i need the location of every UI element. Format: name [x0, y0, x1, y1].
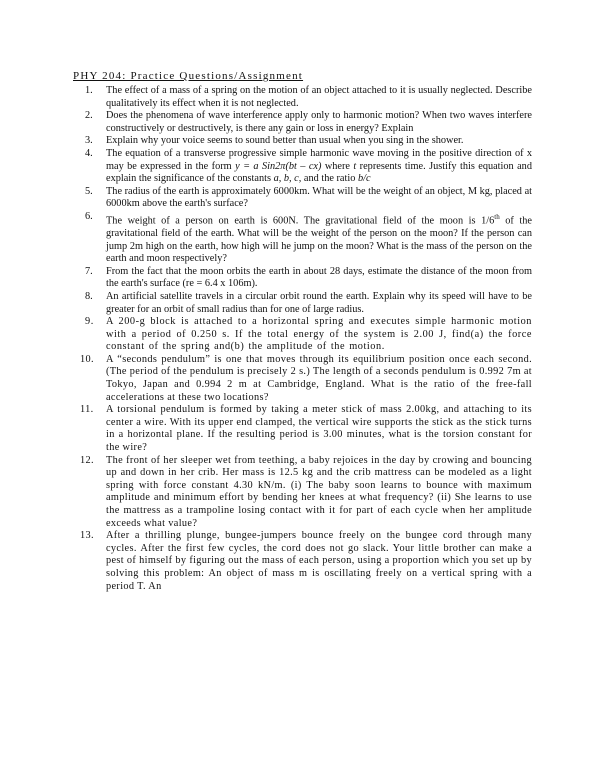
question-number: 13.: [80, 530, 94, 542]
question-text: The front of her sleeper wet from teething, a baby rejoices in the day by crowing and bouncing up and down in her crib. Her mass is 12.5 kg and the crib mattress can be modeled as a light spring with force constant 4.30 kN/m. (i) The baby soon learns to bounce with maximum amplitude and minimum effort by bending her knees at what frequency? (ii) She learns to use the mattress as a trampoline losing contact with it for part of each cycle when her amplitude exceeds what value?: [106, 454, 532, 529]
question-text: The effect of a mass of a spring on the motion of an object attached to it is usually neglected. Describe qualitatively its effect when it is not neglected.: [106, 85, 532, 109]
list-item: [73, 135, 532, 148]
question-number: 11.: [80, 404, 94, 416]
list-item: [73, 404, 532, 454]
question-number: 4.: [85, 147, 93, 159]
question-number: 8.: [85, 290, 93, 302]
question-text: The weight of a person on earth is 600N. The gravitational field of the moon is 1/6: [106, 215, 495, 227]
question-number: 7.: [85, 265, 93, 277]
question-number: 12.: [80, 454, 94, 466]
ratio-term: b/c: [357, 173, 371, 185]
list-item: [73, 266, 532, 291]
question-text: An artificial satellite travels in a circular orbit round the earth. Explain why its speed will have to be greater for an orbit of small radius than for one of large radius.: [106, 290, 532, 315]
list-item: [73, 530, 532, 593]
list-item: [73, 110, 532, 135]
list-item: [73, 291, 532, 316]
question-number: 9.: [85, 316, 94, 328]
question-text: After a thrilling plunge, bungee-jumpers bounce freely on the bungee cord through many cycles. After the first few cycles, the cord does not go slack. Your little brother can make a pest of himself by figuring out the mass of each person, using a proportion which you set up by solving this problem: An object of mass m is oscillating freely on a vertical spring with a period T. An: [106, 530, 532, 592]
question-number: 1.: [85, 85, 93, 96]
superscript: th: [494, 212, 500, 221]
question-text: The radius of the earth is approximately 6000km. What will be the weight of an object, M kg, placed at 6000km above the earth's surface?: [106, 185, 532, 210]
list-item: [73, 455, 532, 531]
question-text: From the fact that the moon orbits the earth in about 28 days, estimate the distance of the moon from the earth's surface (re = 6.4 x 106m).: [106, 265, 532, 290]
question-text: Explain why your voice seems to sound better than usual when you sing in the shower.: [106, 135, 464, 147]
question-text: represents time. Justify this equation and explain the significance of the constants: [106, 160, 532, 185]
question-number: 10.: [80, 353, 94, 365]
question-text: Does the phenomena of wave interference apply only to harmonic motion? When two waves interfere constructively or destructively, is there any gain or loss in energy? Explain: [106, 110, 532, 134]
constants-list: a, b, c,: [273, 173, 302, 185]
question-number: 5.: [85, 185, 93, 197]
list-item: [73, 211, 532, 266]
question-text: where: [321, 160, 354, 172]
question-text: A “seconds pendulum” is one that moves through its equilibrium position once each second.(The period of the pendulum is precisely 2 s.) The length of a seconds pendulum is 0.992 7m at Tokyo, Japan and 0.994 2 m at Cambridge, England. What is the ratio of the free-fall accelerations at these two locations?: [106, 353, 532, 403]
question-list: [73, 85, 532, 593]
question-number: 6.: [85, 210, 93, 222]
question-text: The equation of a transverse progressive simple harmonic wave moving in the positive direction of x may be expressed in the form: [106, 147, 532, 172]
list-item: [73, 148, 532, 186]
question-number: 3.: [85, 135, 93, 147]
question-text: of the gravitational field of the earth. What will be the weight of the person on the moon? If the person can jump 2m high on the earth, how high will he jump on the moon? What is the mass of the person on the earth and moon respectively?: [106, 215, 532, 265]
question-text: and the ratio: [301, 173, 358, 185]
wave-equation: y = a Sin2π(bt – cx): [235, 160, 322, 172]
question-number: 2.: [85, 110, 93, 122]
document-title: PHY 204: Practice Questions/Assignment: [73, 70, 304, 82]
time-variable: t: [353, 160, 357, 172]
list-item: [73, 85, 532, 110]
list-item: [73, 316, 532, 354]
question-text: A 200-g block is attached to a horizontal spring and executes simple harmonic motion with a period of 0.250 s. If the total energy of the system is 2.00 J, find(a) the force constant of the spring and(b) the amplitude of the motion.: [106, 316, 532, 353]
list-item: [73, 354, 532, 404]
list-item: [73, 186, 532, 211]
question-text: A torsional pendulum is formed by taking a meter stick of mass 2.00kg, and attaching to its center a wire. With its upper end clamped, the vertical wire supports the stick as the stick turns in a horizontal plane. If the resulting period is 3.00 minutes, what is the torsion constant for the wire?: [106, 404, 532, 454]
